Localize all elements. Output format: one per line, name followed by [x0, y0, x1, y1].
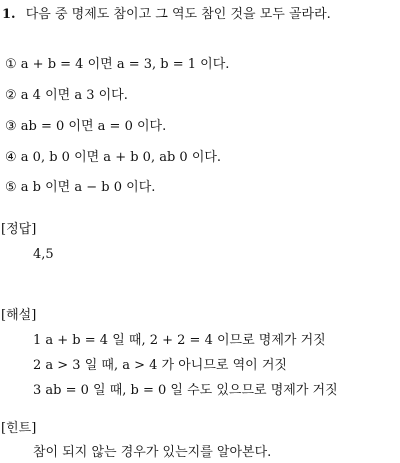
choice-4: ④ a 0, b 0 이면 a + b 0, ab 0 이다.	[5, 150, 222, 165]
question-text: 다음 중 명제도 참이고 그 역도 참인 것을 모두 골라라.	[25, 7, 331, 22]
choice-5: ⑤ a b 이면 a − b 0 이다.	[5, 180, 156, 195]
answer-label: [정답]	[1, 222, 37, 237]
hint-text: 참이 되지 않는 경우가 있는지를 알아본다.	[33, 445, 272, 460]
explanation-label: [해설]	[1, 308, 37, 323]
explanation-line-2: 2 a > 3 일 때, a > 4 가 아니므로 역이 거짓	[33, 358, 287, 373]
hint-label: [힌트]	[1, 421, 37, 436]
explanation-line-1: 1 a + b = 4 일 때, 2 + 2 = 4 이므로 명제가 거짓	[33, 333, 326, 348]
question-header	[2, 7, 331, 23]
question-number: 1.	[2, 7, 16, 22]
choice-3: ③ ab = 0 이면 a = 0 이다.	[5, 119, 167, 134]
answer-value: 4,5	[33, 247, 54, 262]
choice-1: ① a + b = 4 이면 a = 3, b = 1 이다.	[5, 57, 230, 72]
choice-2: ② a 4 이면 a 3 이다.	[5, 88, 128, 103]
explanation-line-3: 3 ab = 0 일 때, b = 0 일 수도 있으므로 명제가 거짓	[33, 383, 338, 398]
